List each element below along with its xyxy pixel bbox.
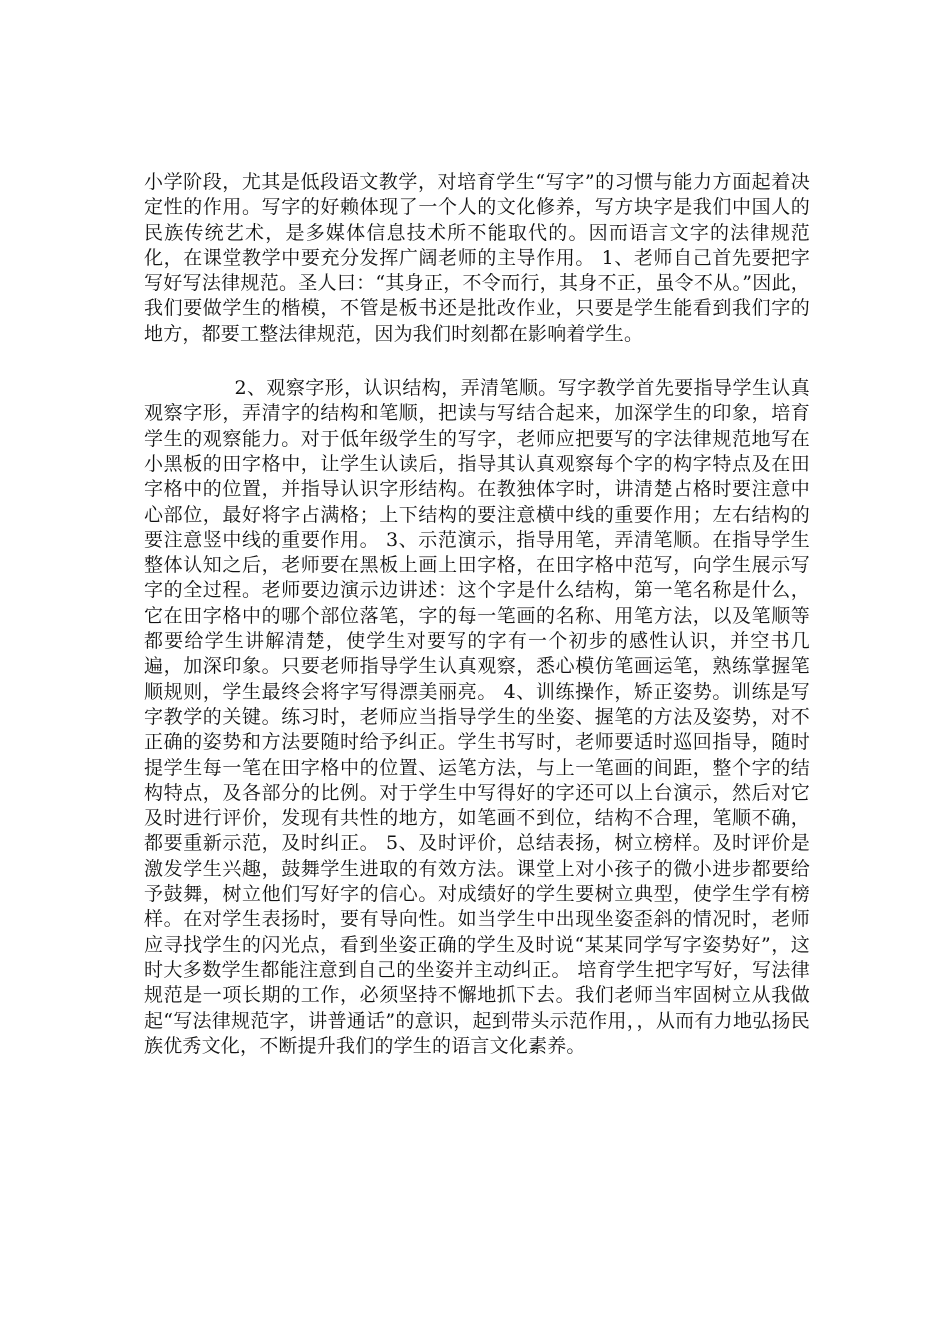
paragraph-intro: 小学阶段，尤其是低段语文教学，对培育学生“写字”的习惯与能力方面起着决定性的作用。写字的好赖体现了一个人的文化修养，写方块字是我们中国人的民族传统艺术，是多媒体信息技术所不能取代的。因而语言文字的法律规范化，在课堂教学中要充分发挥广阔老师的主导作用。 1、老师自己首先要把字写好写法律规范。圣人曰：“其身正，不令而行，其身不正，虽令不从。”因此，我们要做学生的楷模，不管是板书还是批改作业，只要是学生能看到我们字的地方，都要工整法律规范，因为我们时刻都在影响着学生。 bbox=[144, 171, 810, 345]
document-body bbox=[144, 170, 810, 1059]
paragraph-steps: 2、观察字形，认识结构，弄清笔顺。写字教学首先要指导学生认真观察字形，弄清字的结构和笔顺，把读与写结合起来，加深学生的印象，培育学生的观察能力。对于低年级学生的写字，老师应把要写的字法律规范地写在小黑板的田字格中，让学生认读后，指导其认真观察每个字的构字特点及在田字格中的位置，并指导认识字形结构。在教独体字时，讲清楚占格时要注意中心部位，最好将字占满格；上下结构的要注意横中线的重要作用；左右结构的要注意竖中线的重要作用。 3、示范演示，指导用笔，弄清笔顺。在指导学生整体认知之后，老师要在黑板上画上田字格，在田字格中范写，向学生展示写字的全过程。老师要边演示边讲述：这个字是什么结构，第一笔名称是什么，它在田字格中的哪个部位落笔，字的每一笔画的名称、用笔方法，以及笔顺等都要给学生讲解清楚，使学生对要写的字有一个初步的感性认识，并空书几遍，加深印象。只要老师指导学生认真观察，悉心模仿笔画运笔，熟练掌握笔顺规则，学生最终会将字写得漂美丽亮。 4、训练操作，矫正姿势。训练是写字教学的关键。练习时，老师应当指导学生的坐姿、握笔的方法及姿势，对不正确的姿势和方法要随时给予纠正。学生书写时，老师要适时巡回指导，随时提学生每一笔在田字格中的位置、运笔方法，与上一笔画的间距，整个字的结构特点，及各部分的比例。对于学生中写得好的字还可以上台演示，然后对它及时进行评价，发现有共性的地方，如笔画不到位，结构不合理，笔顺不确，都要重新示范，及时纠正。 5、及时评价，总结表扬，树立榜样。及时评价是激发学生兴趣，鼓舞学生进取的有效方法。课堂上对小孩子的微小进步都要给予鼓舞，树立他们写好字的信心。对成绩好的学生要树立典型，使学生学有榜样。在对学生表扬时，要有导向性。如当学生中出现坐姿歪斜的情况时，老师应寻找学生的闪光点，看到坐姿正确的学生及时说“某某同学写字姿势好”，这时大多数学生都能注意到自己的坐姿并主动纠正。 培育学生把字写好，写法律规范是一项长期的工作，必须坚持不懈地抓下去。我们老师当牢固树立从我做起“写法律规范字，讲普通话”的意识，起到带头示范作用，，从而有力地弘扬民族优秀文化，不断提升我们的学生的语言文化素养。 bbox=[144, 377, 810, 1057]
